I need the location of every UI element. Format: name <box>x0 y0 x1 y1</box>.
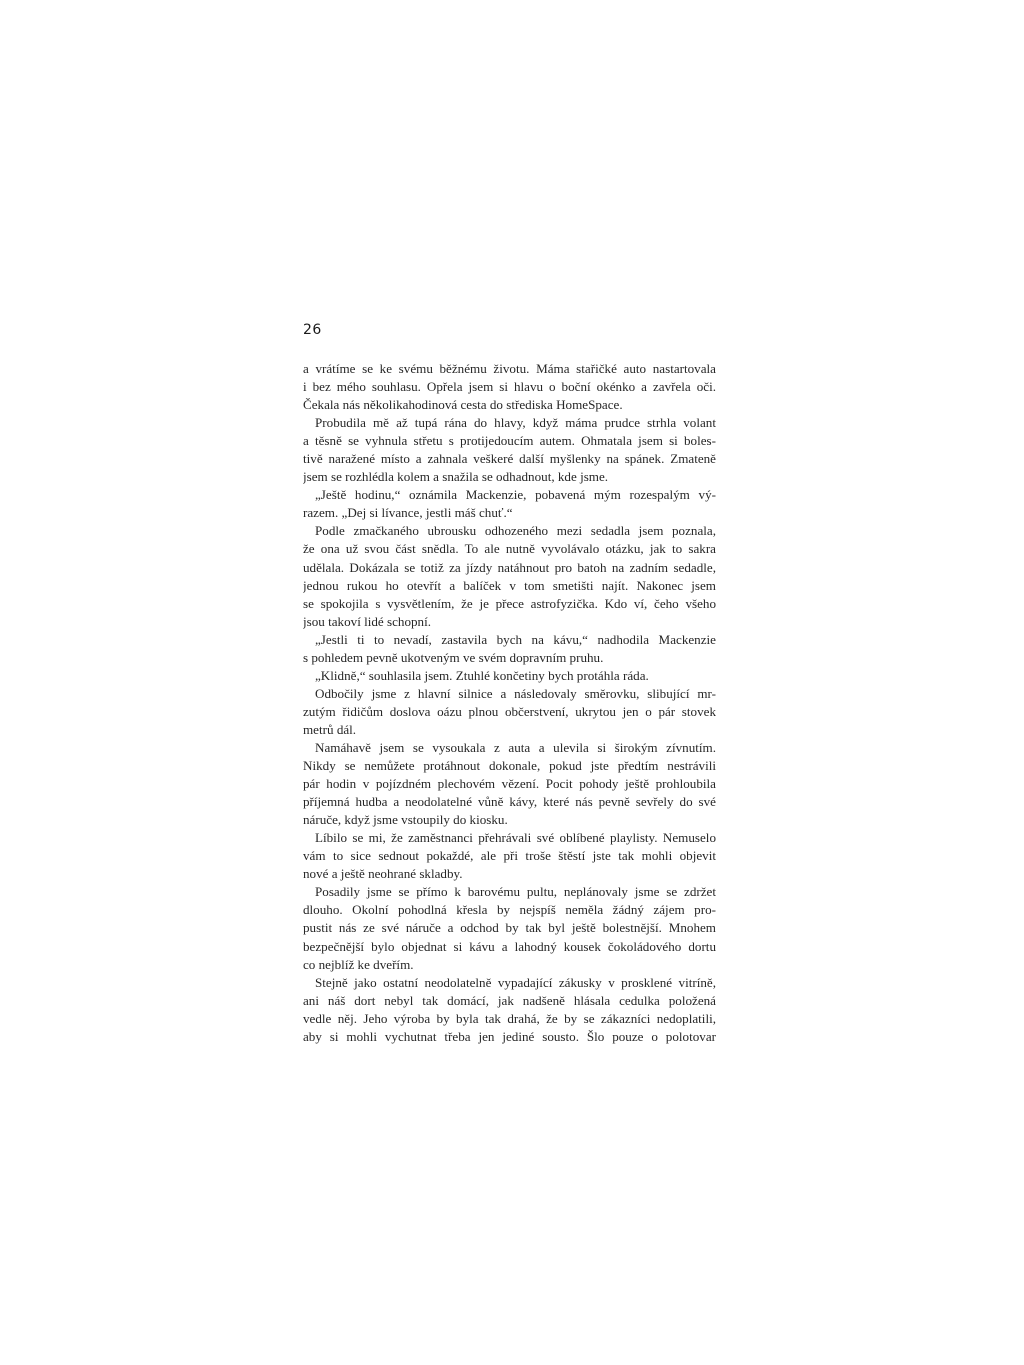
text-line: s pohledem pevně ukotveným ve svém dopravním pruhu. <box>303 649 604 665</box>
text-line: i bez mého souhlasu. Opřela jsem si hlavu o boční okénko a zavřela oči. <box>303 379 716 395</box>
text-line: Čekala nás několikahodinová cesta do střediska HomeSpace. <box>303 397 623 413</box>
text-line: vedle něj. Jeho výroba by byla tak drahá, že by se zákazníci nedoplatili, <box>303 1010 716 1026</box>
text-line: Stejně jako ostatní neodolatelně vypadající zákusky v prosklené vitríně, <box>315 974 716 990</box>
text-line: Probudila mě až tupá rána do hlavy, když máma prudce strhla volant <box>315 415 716 431</box>
text-line: co nejblíž ke dveřím. <box>303 956 414 972</box>
text-line: ani náš dort nebyl tak domácí, jak nadšeně hlásala cedulka položená <box>303 992 716 1008</box>
text-line: nové a ještě neohrané skladby. <box>303 866 463 882</box>
text-line: Namáhavě jsem se vysoukala z auta a ulevila si širokým zívnutím. <box>315 739 716 755</box>
text-line: udělala. Dokázala se totiž za jízdy natáhnout pro batoh na zadním sedadle, <box>303 559 716 575</box>
text-line: razem. „Dej si lívance, jestli máš chuť.“ <box>303 505 513 521</box>
text-line: metrů dál. <box>303 721 357 737</box>
text-line: a těsně se vyhnula střetu s protijedoucím autem. Ohmatala jsem si boles- <box>303 433 716 449</box>
text-line: pustit nás ze své náruče a odchod by tak byl ještě bolestnější. Mnohem <box>303 920 716 936</box>
text-line: se spokojila s vysvětlením, že je přece astrofyzička. Kdo ví, čeho všeho <box>303 595 716 611</box>
text-line: pár hodin v pojízdném plechovém vězení. Pocit pohody ještě prohloubila <box>303 776 716 792</box>
text-line: Líbilo se mi, že zaměstnanci přehrávali své oblíbené playlisty. Nemuselo <box>315 830 716 846</box>
text-line: vám to sice sednout pokaždé, ale při troše štěstí jste tak mohli objevit <box>303 848 716 864</box>
text-line: dlouho. Okolní pohodlná křesla by nejspíš neměla žádný zájem pro- <box>303 902 716 918</box>
text-line: „Jestli ti to nevadí, zastavila bych na kávu,“ nadhodila Mackenzie <box>315 631 716 647</box>
text-line: Podle zmačkaného ubrousku odhozeného mezi sedadla jsem poznala, <box>315 523 716 539</box>
text-line: že ona už svou část snědla. To ale nutně vyvolávalo otázku, jak to sakra <box>303 541 716 557</box>
text-line: Odbočily jsme z hlavní silnice a následovaly směrovku, slibující mr- <box>315 685 716 701</box>
text-line: „Klidně,“ souhlasila jsem. Ztuhlé končetiny bych protáhla ráda. <box>315 667 649 683</box>
text-line: jsou takoví lidé schopní. <box>303 613 432 629</box>
text-line: bezpečnější bylo objednat si kávu a lahodný kousek čokoládového dortu <box>303 938 716 954</box>
body-text <box>303 360 716 1046</box>
text-line: náruče, když jsme vstoupily do kiosku. <box>303 812 508 828</box>
text-line: jednou rukou ho otevřít a balíček v tom smetišti najít. Nakonec jsem <box>303 577 716 593</box>
text-line: Posadily jsme se přímo k barovému pultu, neplánovaly jsme se zdržet <box>315 884 716 900</box>
text-line: zutým řidičům doslova oázu plnou občerstvení, ukrytou jen o pár stovek <box>303 703 716 719</box>
text-line: příjemná hudba a neodolatelné vůně kávy, které nás pevně sevřely do své <box>303 794 716 810</box>
text-line: aby si mohli vychutnat třeba jen jediné sousto. Šlo pouze o polotovar <box>303 1028 716 1044</box>
text-line: „Ještě hodinu,“ oznámila Mackenzie, pobavená mým rozespalým vý- <box>315 487 716 503</box>
text-line: Nikdy se nemůžete protáhnout dokonale, pokud jste předtím nestrávili <box>303 758 716 774</box>
page-number: 26 <box>303 322 322 338</box>
text-line: tivě naražené místo a zahnala veškeré další myšlenky na spánek. Zmateně <box>303 451 716 467</box>
text-line: a vrátíme se ke svému běžnému životu. Máma stařičké auto nastartovala <box>303 361 716 376</box>
text-line: jsem se rozhlédla kolem a snažila se odhadnout, kde jsme. <box>303 469 609 485</box>
